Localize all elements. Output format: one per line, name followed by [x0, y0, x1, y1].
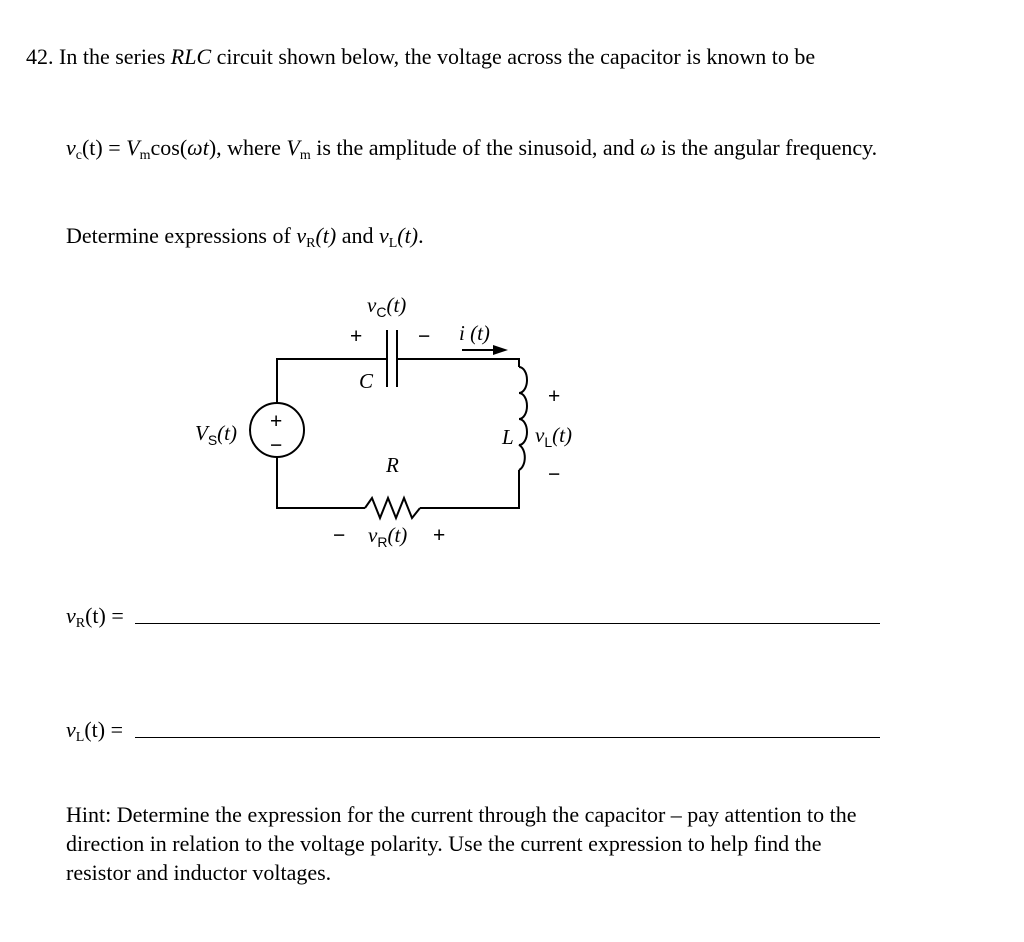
text: (t) = — [84, 717, 123, 742]
text: circuit shown below, the voltage across the capacitor is known to be — [211, 44, 816, 69]
vr-label: $v_R(t)$ — [368, 523, 408, 550]
inductor — [519, 367, 527, 470]
current-label: i (t) — [459, 321, 490, 345]
arrow-head-icon — [493, 345, 508, 355]
text: L — [388, 236, 398, 251]
vl-answer-label — [66, 719, 123, 745]
vc-label: $v_C(t)$ — [367, 293, 407, 320]
rlc-text: RLC — [170, 44, 212, 69]
text: Determine expressions of — [66, 223, 297, 248]
question-number: 42. — [26, 44, 54, 69]
resistor-plus: + — [433, 524, 446, 547]
text: v — [66, 603, 76, 628]
text: m — [299, 148, 311, 163]
text: and — [336, 223, 379, 248]
resistor — [365, 498, 420, 518]
inductor-label: L — [502, 425, 514, 449]
text: m — [139, 148, 151, 163]
text: L — [75, 730, 85, 745]
text: is the angular frequency. — [655, 135, 878, 160]
inductor-minus: − — [548, 463, 561, 486]
text: (t) — [397, 223, 419, 248]
inductor-plus: + — [548, 385, 561, 408]
capacitor-label: C — [359, 369, 374, 393]
text: (t) = — [85, 603, 124, 628]
text: (t) — [315, 223, 337, 248]
cap-minus: − — [418, 325, 431, 348]
hint-line-2: direction in relation to the voltage polarity. Use the current expression to help find the — [66, 831, 822, 856]
text: R — [306, 236, 316, 251]
source-plus: + — [270, 410, 283, 433]
text: V — [126, 135, 140, 160]
vr-answer-label — [66, 605, 124, 631]
vl-label: $v_L(t)$ — [535, 423, 572, 450]
source-label: $V_S(t)$ — [195, 421, 237, 448]
resistor-minus: − — [333, 524, 346, 547]
text: V — [286, 135, 300, 160]
text: ωt — [187, 135, 209, 160]
vl-answer-blank[interactable] — [135, 737, 880, 738]
cap-plus: + — [350, 325, 363, 348]
text: v — [296, 223, 307, 248]
text: is the amplitude of the sinusoid, and — [310, 135, 641, 160]
text: ), where — [208, 135, 287, 160]
hint-line-3: resistor and inductor voltages. — [66, 860, 332, 885]
text: R — [75, 616, 86, 631]
text: v — [378, 223, 389, 248]
text: In the series — [59, 44, 171, 69]
source-minus: − — [270, 434, 283, 457]
resistor-label: R — [386, 453, 399, 477]
text: ω — [640, 135, 656, 160]
vr-answer-blank[interactable] — [135, 623, 880, 624]
text: cos( — [150, 135, 188, 160]
hint-line-1: Hint: Determine the expression for the current through the capacitor – pay attention to the — [66, 802, 857, 827]
text: c — [75, 148, 82, 163]
text: . — [418, 223, 424, 248]
text: v — [66, 135, 76, 160]
text: v — [66, 717, 76, 742]
text: (t) = — [81, 135, 127, 160]
